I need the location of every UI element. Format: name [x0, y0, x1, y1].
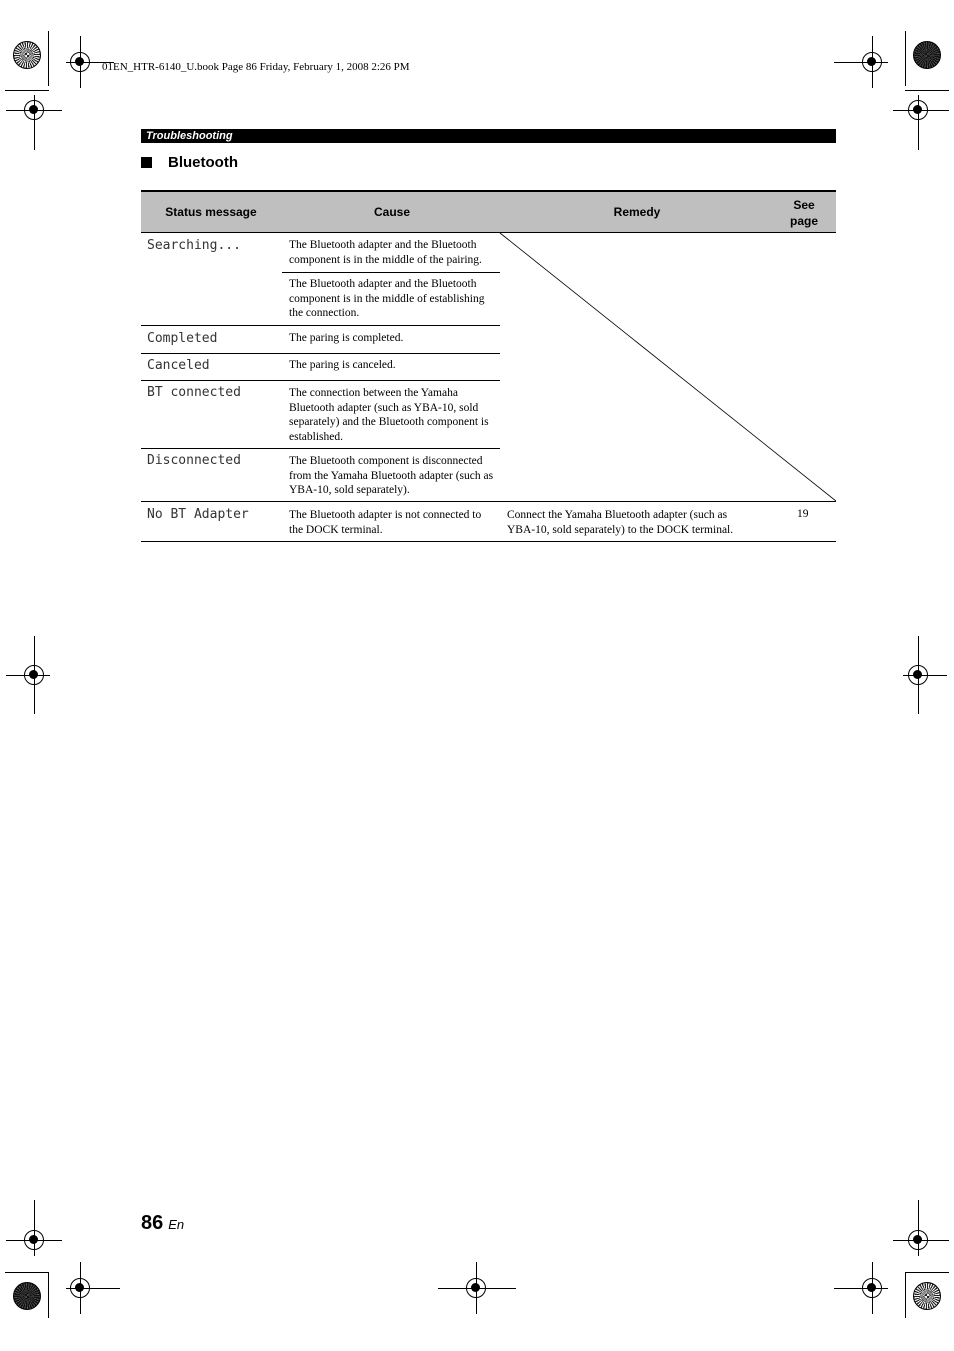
crop-mark — [905, 31, 906, 86]
square-bullet-icon — [141, 157, 152, 168]
crop-mark — [905, 90, 949, 91]
registration-starburst-icon — [913, 1282, 941, 1310]
crop-mark — [48, 1272, 49, 1318]
troubleshooting-table — [141, 190, 836, 542]
cause-text: The paring is completed. — [289, 332, 404, 344]
row-divider — [282, 272, 500, 273]
registration-target-icon — [862, 1278, 882, 1298]
crop-mark — [905, 1272, 906, 1318]
cause-text: The connection between the Yamaha Bluetooth adapter (such as YBA-10, sold separately) and the Bluetooth component is established. — [289, 387, 489, 443]
registration-target-icon — [908, 665, 928, 685]
crop-mark — [905, 1272, 949, 1273]
registration-starburst-icon — [13, 41, 41, 69]
row-divider — [141, 325, 500, 326]
see-page-value: 19 — [797, 508, 809, 520]
status-message: Completed — [147, 331, 218, 346]
cause-text: The Bluetooth component is disconnected from the Yamaha Bluetooth adapter (such as YBA-10, sold separately). — [289, 455, 494, 497]
header-status: Status message — [165, 205, 257, 219]
heading-text: Bluetooth — [168, 154, 238, 171]
registration-target-icon — [24, 1230, 44, 1250]
header-cause: Cause — [373, 205, 411, 219]
registration-target-icon — [24, 100, 44, 120]
crop-mark — [48, 31, 49, 86]
registration-target-icon — [70, 1278, 90, 1298]
page-number — [141, 1212, 184, 1235]
table-bottom-border — [141, 541, 836, 542]
cause-text: The Bluetooth adapter and the Bluetooth component is in the middle of establishing the connection. — [289, 278, 485, 320]
row-divider — [141, 380, 500, 381]
registration-target-icon — [24, 665, 44, 685]
cause-text: The Bluetooth adapter is not connected to the DOCK terminal. — [289, 509, 482, 536]
header-remedy: Remedy — [613, 205, 661, 219]
registration-target-icon — [70, 52, 90, 72]
section-label: Troubleshooting — [146, 130, 233, 142]
page-number-value: 86 — [141, 1212, 164, 1234]
registration-starburst-icon — [13, 1282, 41, 1310]
status-message: Canceled — [147, 358, 210, 373]
status-message: Disconnected — [147, 453, 241, 468]
status-message: Searching... — [147, 238, 241, 253]
status-message: No BT Adapter — [147, 507, 249, 522]
crop-mark — [5, 90, 49, 91]
header-see-page: See page — [789, 198, 818, 228]
status-message: BT connected — [147, 385, 241, 400]
registration-target-icon — [908, 1230, 928, 1250]
cause-text: The paring is canceled. — [289, 359, 396, 371]
row-divider — [141, 353, 500, 354]
registration-starburst-icon — [913, 41, 941, 69]
registration-target-icon — [908, 100, 928, 120]
registration-target-icon — [862, 52, 882, 72]
section-bar — [141, 129, 836, 143]
registration-target-icon — [466, 1278, 486, 1298]
row-divider — [141, 501, 836, 502]
remedy-text: Connect the Yamaha Bluetooth adapter (such as YBA-10, sold separately) to the DOCK terminal. — [507, 509, 734, 536]
page-language: En — [168, 1217, 185, 1232]
cause-text: The Bluetooth adapter and the Bluetooth component is in the middle of the pairing. — [289, 239, 482, 266]
section-heading — [141, 154, 238, 171]
crop-mark — [5, 1272, 49, 1273]
file-info-header: 01EN_HTR-6140_U.book Page 86 Friday, February 1, 2008 2:26 PM — [102, 61, 410, 73]
row-divider — [141, 448, 500, 449]
